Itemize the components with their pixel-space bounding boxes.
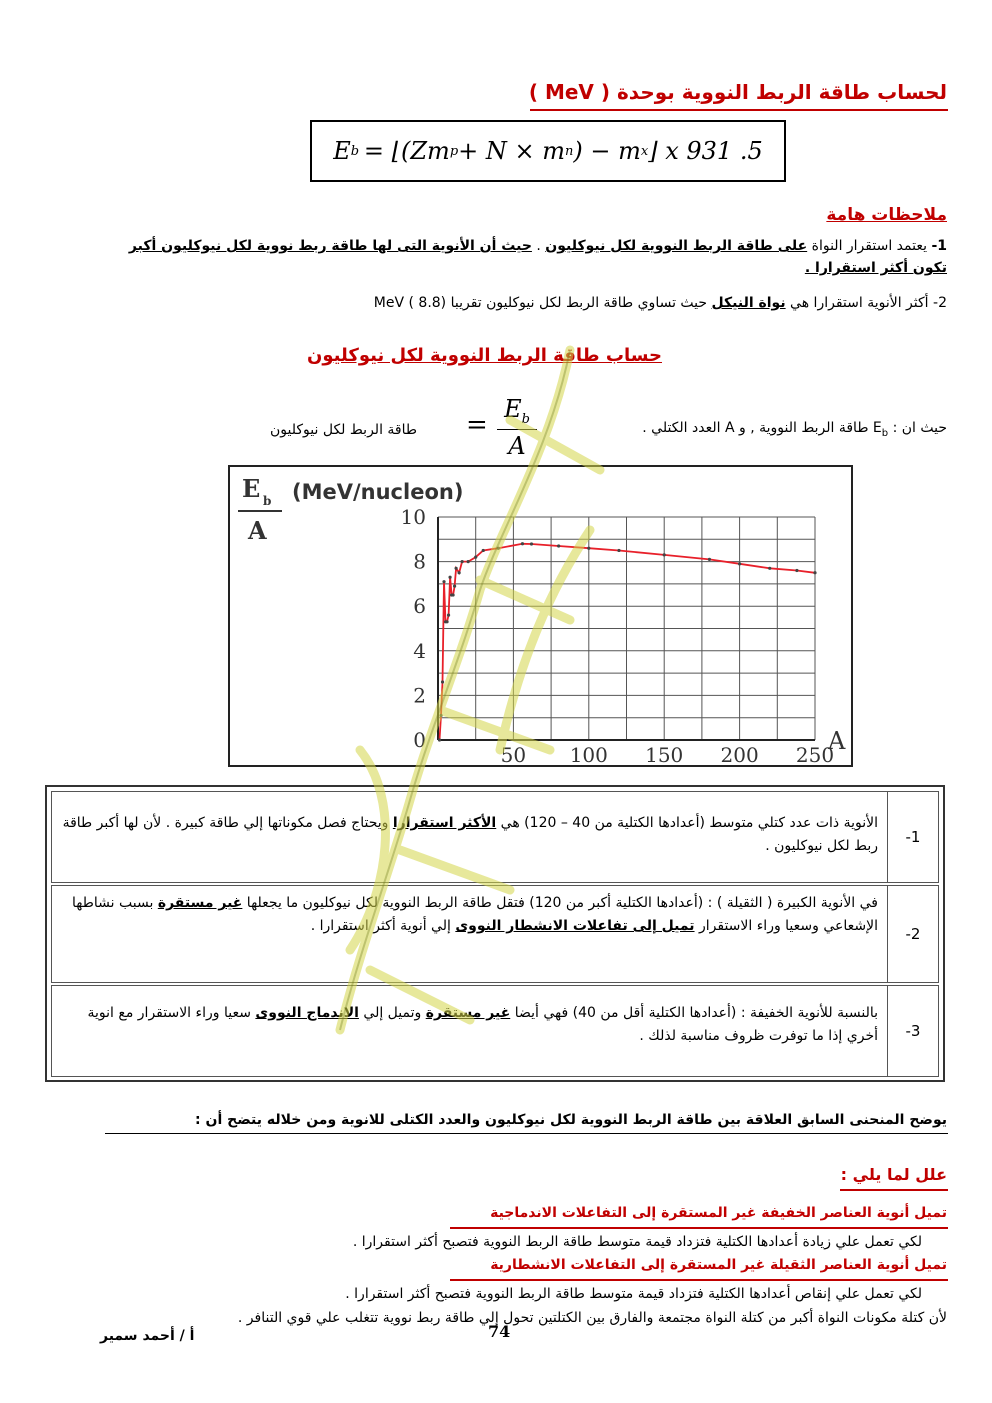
data-point	[448, 576, 451, 579]
summary-text: يوضح المنحنى السابق العلاقة بين طاقة الربط النووية لكل نيوكليون والعدد الكتلى للانوية ومن خلاله يتضح أن :	[195, 1112, 947, 1128]
data-point	[447, 614, 450, 617]
note-1-text-b: على طاقة الربط النووية لكل نيوكليون	[545, 238, 808, 254]
data-point	[663, 553, 666, 556]
stability-table	[45, 785, 945, 1082]
formula-rhs-1: = ⌊(Zm	[363, 137, 450, 165]
row-number: -3	[887, 986, 938, 1076]
note-1	[107, 235, 947, 279]
note-1-text-d: حيث أن الأنوية التى لها طاقة ربط نووية لكل نيوكليون أكبر تكون أكثر استقرارا .	[128, 238, 947, 276]
series-line	[440, 544, 816, 740]
definition-line	[642, 420, 947, 439]
definition-eb: E	[872, 420, 882, 436]
fraction-numerator: E	[504, 395, 522, 423]
note-2	[107, 292, 947, 314]
chart-ylabel-num-sub: b	[263, 494, 272, 508]
data-point	[438, 738, 441, 741]
answer-2: لكي تعمل علي إنقاص أعدادها الكتلية فتزداد قيمة متوسط طاقة الربط النووية فتصبح أكثر استقرارا .	[345, 1286, 922, 1302]
data-point	[617, 549, 620, 552]
formula-sub-x: x	[640, 143, 649, 159]
y-tick-label: 6	[413, 594, 426, 619]
note-1-text-c: .	[531, 238, 546, 254]
question-2: تميل أنوية العناصر الثقيلة غير المستقرة إلى التفاعلات الانشطارية	[490, 1257, 947, 1273]
data-point	[445, 620, 448, 623]
row-3-part-5: سعيا وراء الاستقرار مع انوية أخري إذا ما توفرت ظروف مناسبة لذلك .	[87, 1005, 878, 1044]
fraction-denominator: A	[508, 431, 526, 460]
chart-ylabel-num: E	[242, 474, 261, 503]
explain-heading: علل لما يلي :	[840, 1165, 947, 1184]
equals-sign: =	[466, 410, 488, 440]
formula-sub-n: n	[565, 143, 574, 159]
title-underline	[530, 109, 948, 111]
data-point	[453, 585, 456, 588]
x-tick-label: 100	[569, 743, 608, 765]
data-point	[530, 542, 533, 545]
chart-series	[438, 542, 817, 741]
chart-yunit: (MeV/nucleon)	[292, 480, 464, 504]
data-point	[439, 714, 442, 717]
author-name: أ / أحمد سمير	[100, 1328, 195, 1344]
note-2-text-b: نواة النيكل	[711, 295, 786, 311]
chart-xlabel: A	[828, 727, 846, 755]
row-2-part-1: في الأنوية الكبيرة ( الثقيلة ) : (أعدادها الكتلية أكبر من 120) فتقل طاقة الربط النووية لكل نيوكليون ما يجعلها	[242, 895, 878, 911]
answer-1: لكي تعمل علي زيادة أعدادها الكتلية فتزداد قيمة متوسط طاقة الربط النووية فتصبح أكثر استقرارا .	[352, 1234, 922, 1250]
x-tick-label: 150	[645, 743, 684, 765]
row-3-part-3: وتميل إلي	[358, 1005, 426, 1021]
formula-sub-p: p	[449, 143, 459, 159]
chart-ylabel-den: A	[248, 516, 267, 545]
chart-ticks	[401, 505, 835, 765]
row-text	[62, 892, 878, 938]
data-point	[795, 569, 798, 572]
row-2-part-5: إلي أنوية أكثر استقرارا .	[310, 918, 456, 934]
y-tick-label: 2	[413, 683, 426, 708]
data-point	[442, 580, 445, 583]
x-tick-label: 250	[795, 743, 835, 765]
note-1-number: 1-	[931, 238, 947, 254]
note-2-text-a: أكثر الأنوية استقرارا هي	[785, 295, 929, 311]
binding-energy-chart	[228, 465, 853, 767]
binding-energy-formula	[310, 120, 786, 182]
definition-eb-sub: b	[881, 427, 889, 439]
note-2-text-c: حيث تساوي طاقة الربط لكل نيوكليون تقريبا MeV ( 8.8)	[373, 295, 712, 311]
row-2-part-2: غير مستقرة	[157, 895, 243, 911]
formula-rhs-4: ⌋ x 931 .5	[648, 137, 763, 165]
page-number: 74	[488, 1322, 511, 1341]
row-2-part-4: تميل إلى تفاعلات الانشطار النووى	[455, 918, 695, 934]
row-1-part-1: الأنوية ذات عدد كتلي متوسط (أعدادها الكتلية من 40 – 120) هي	[496, 815, 878, 831]
data-point	[521, 542, 524, 545]
explain-underline	[840, 1189, 948, 1191]
row-number: -2	[887, 886, 938, 982]
row-3-part-2: غير مستقرة	[425, 1005, 511, 1021]
ratio-fraction	[497, 395, 537, 460]
data-point	[708, 558, 711, 561]
answer-3: لأن كتلة مكونات النواة أكبر من كتلة النواة مجتمعة والفارق بين الكتلتين تحول إلي طاقة ربط نووية تتغلب علي قوي التنافر .	[237, 1310, 947, 1326]
data-point	[497, 547, 500, 550]
fraction-numerator-sub: b	[521, 411, 530, 427]
definition-b: طاقة الربط النووية , و A العدد الكتلي .	[642, 420, 873, 436]
formula-lhs: E	[333, 137, 351, 165]
data-point	[587, 547, 590, 550]
row-3-part-4: الاندماج النووى	[255, 1005, 359, 1021]
x-tick-label: 50	[500, 743, 527, 765]
table-row	[51, 985, 939, 1077]
y-tick-label: 8	[413, 549, 426, 574]
y-tick-label: 10	[400, 505, 426, 529]
data-point	[441, 680, 444, 683]
data-point	[454, 567, 457, 570]
note-1-text-a: يعتمد استقرار النواة	[807, 238, 927, 254]
question-1: تميل أنوية العناصر الخفيفة غير المستقرة إلى التفاعلات الاندماجية	[490, 1205, 947, 1221]
row-1-part-3: ويحتاج فصل مكوناتها إلي طاقة كبيرة . لأن لها أكبر طاقة ربط لكل نيوكليون .	[62, 815, 878, 854]
data-point	[768, 567, 771, 570]
question-1-underline	[450, 1227, 948, 1229]
row-number: -1	[887, 792, 938, 882]
formula-rhs-3: ) − m	[573, 137, 641, 165]
y-tick-label: 0	[413, 728, 426, 752]
page-title: لحساب طاقة الربط النووية بوحدة ( MeV )	[528, 80, 947, 104]
summary-underline	[105, 1133, 948, 1134]
data-point	[557, 544, 560, 547]
x-tick-label: 200	[720, 743, 759, 765]
formula-lhs-sub: b	[350, 143, 360, 159]
question-2-underline	[450, 1279, 948, 1281]
table-row	[51, 791, 939, 883]
data-point	[474, 556, 477, 559]
row-2-part-3: بسبب نشاطها الإشعاعي وسعيا وراء الاستقرار	[72, 895, 878, 934]
notes-heading: ملاحظات هامة	[826, 205, 947, 225]
row-3-part-1: بالنسبة للأنوية الخفيفة : (أعدادها الكتلية أقل من 40) فهي أيضا	[510, 1005, 878, 1021]
data-point	[451, 593, 454, 596]
data-point	[482, 549, 485, 552]
section-heading: حساب طاقة الربط النووية لكل نيوكليون	[307, 345, 662, 366]
data-point	[738, 562, 741, 565]
note-2-number: 2-	[933, 295, 947, 311]
chart-svg	[230, 467, 851, 765]
row-text	[62, 812, 878, 858]
data-point	[461, 560, 464, 563]
data-point	[467, 560, 470, 563]
row-text	[62, 1002, 878, 1048]
data-point	[813, 571, 816, 574]
table-row	[51, 885, 939, 983]
row-1-part-2: الأكثر استقرارا	[392, 815, 497, 831]
ratio-label: طاقة الربط لكل نيوكليون	[270, 422, 418, 438]
y-tick-label: 4	[413, 638, 426, 663]
formula-rhs-2: + N × m	[458, 137, 566, 165]
definition-a: حيث ان :	[888, 420, 947, 436]
data-point	[458, 571, 461, 574]
